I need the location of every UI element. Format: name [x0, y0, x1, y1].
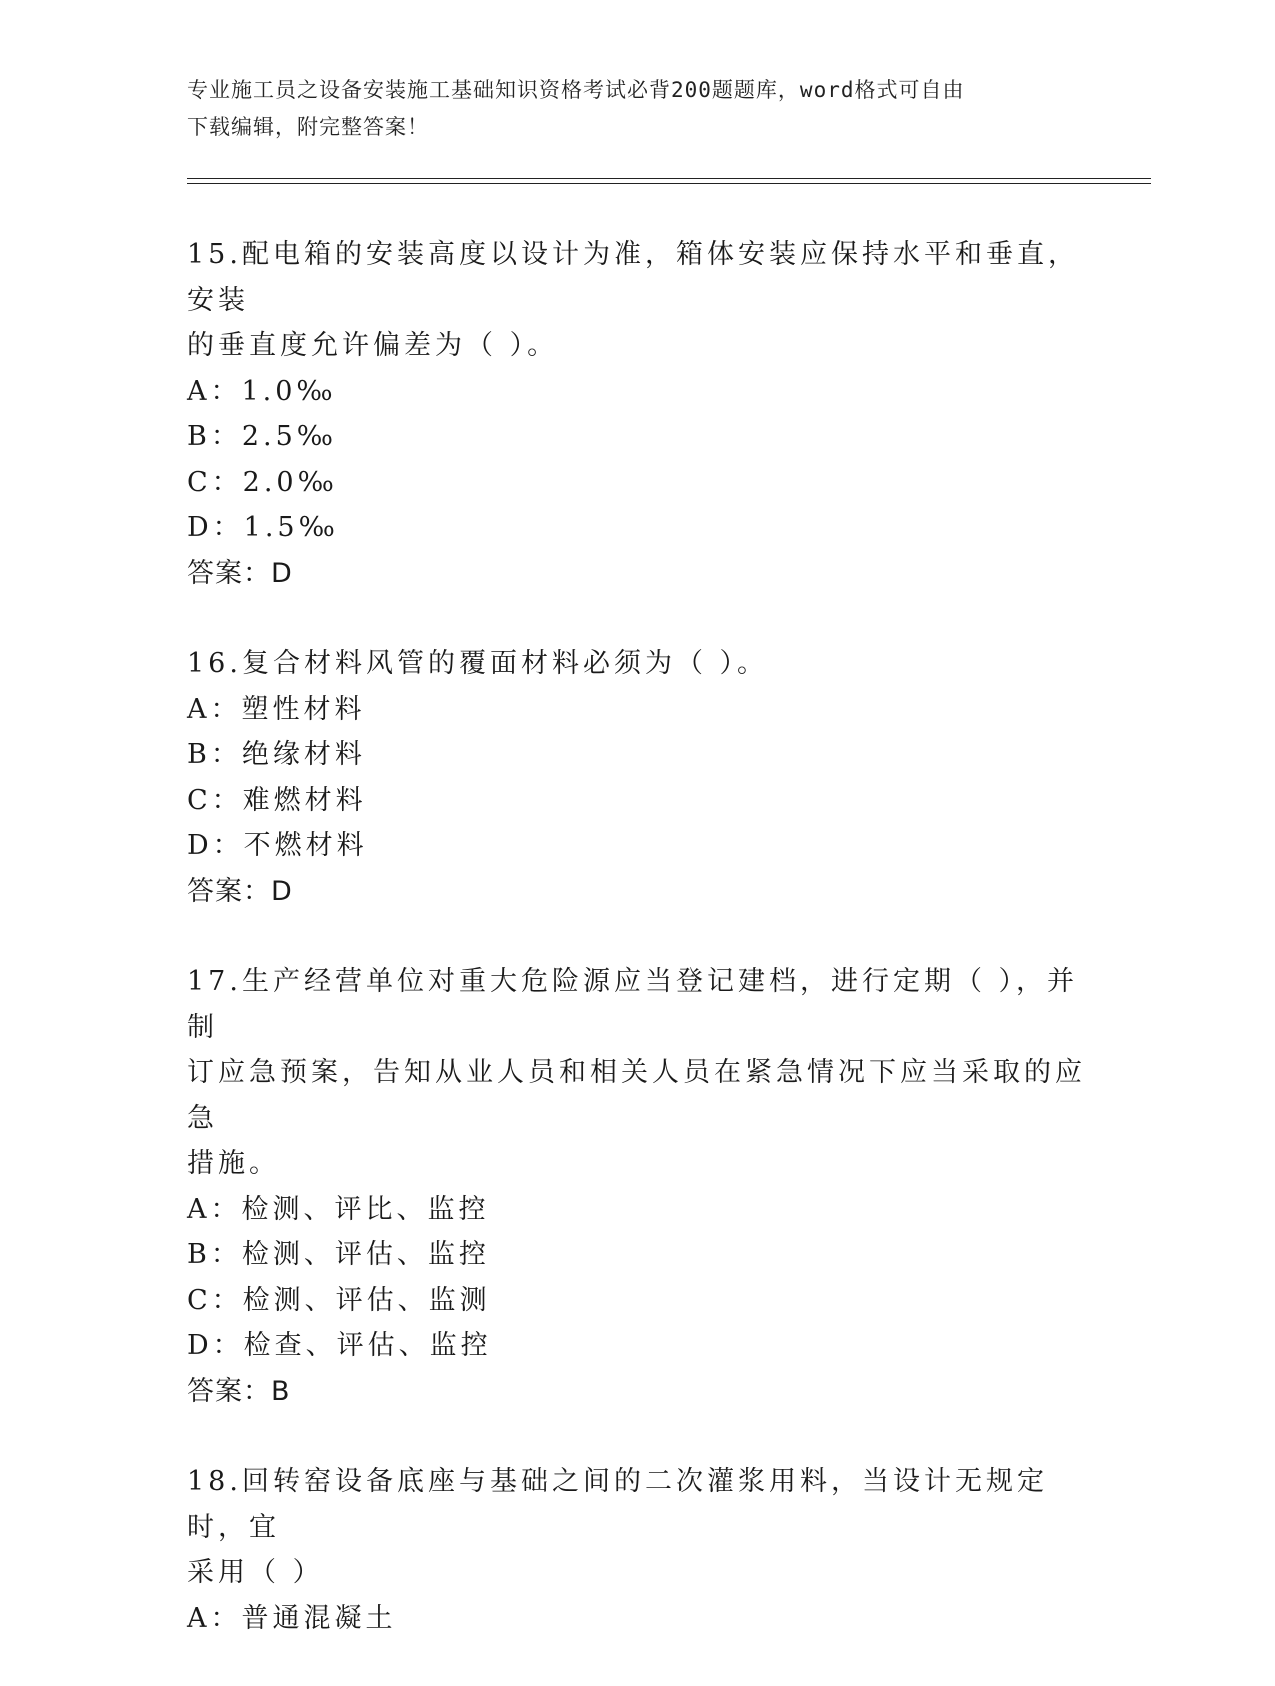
- option-d: D：检查、评估、监控: [187, 1330, 492, 1361]
- option-b: B：绝缘材料: [187, 739, 366, 770]
- answer-value: D: [271, 557, 293, 589]
- question-text: 16.复合材料风管的覆面材料必须为（ ）。: [187, 648, 769, 679]
- question-17: [187, 959, 1087, 1414]
- question-text: 采用（ ）: [187, 1557, 324, 1588]
- question-text: 18.回转窑设备底座与基础之间的二次灌浆用料，当设计无规定时，宜: [187, 1466, 1048, 1543]
- question-16: [187, 641, 1087, 914]
- option-a: A：1.0‰: [187, 375, 337, 407]
- option-d: D：1.5‰: [187, 512, 339, 543]
- question-list: [187, 232, 1087, 1686]
- header-line-2: 下载编辑，附完整答案！: [187, 115, 429, 139]
- answer-label: 答案：: [187, 875, 271, 907]
- answer-value: B: [271, 1375, 291, 1407]
- question-15: [187, 232, 1087, 596]
- answer-line: [187, 869, 1087, 915]
- question-text: 15.配电箱的安装高度以设计为准，箱体安装应保持水平和垂直，安装: [187, 239, 1079, 316]
- question-text: 17.生产经营单位对重大危险源应当登记建档，进行定期（ ），并制: [187, 966, 1079, 1043]
- option-c: C：检测、评估、监测: [187, 1284, 491, 1316]
- option-d: D：不燃材料: [187, 830, 368, 861]
- header-rule-top: [187, 178, 1151, 179]
- answer-line: [187, 1369, 1087, 1415]
- option-a: A：检测、评比、监控: [187, 1193, 490, 1225]
- answer-label: 答案：: [187, 1375, 271, 1407]
- option-c: C：2.0‰: [187, 466, 338, 498]
- document-header: [187, 72, 1067, 146]
- option-c: C：难燃材料: [187, 784, 367, 816]
- option-b: B：2.5‰: [187, 421, 338, 452]
- header-line-1: 专业施工员之设备安装施工基础知识资格考试必背200题题库，word格式可自由: [187, 78, 965, 102]
- option-a: A：塑性材料: [187, 693, 366, 725]
- answer-line: [187, 551, 1087, 597]
- option-a: A：普通混凝土: [187, 1602, 397, 1634]
- header-rule-bottom: [187, 183, 1151, 184]
- option-b: B：检测、评估、监控: [187, 1239, 490, 1270]
- question-text: 的垂直度允许偏差为（ ）。: [187, 330, 559, 361]
- question-text: 措施。: [187, 1148, 280, 1179]
- answer-value: D: [271, 875, 293, 907]
- answer-label: 答案：: [187, 557, 271, 589]
- question-18: [187, 1459, 1087, 1641]
- question-text: 订应急预案，告知从业人员和相关人员在紧急情况下应当采取的应急: [187, 1057, 1086, 1134]
